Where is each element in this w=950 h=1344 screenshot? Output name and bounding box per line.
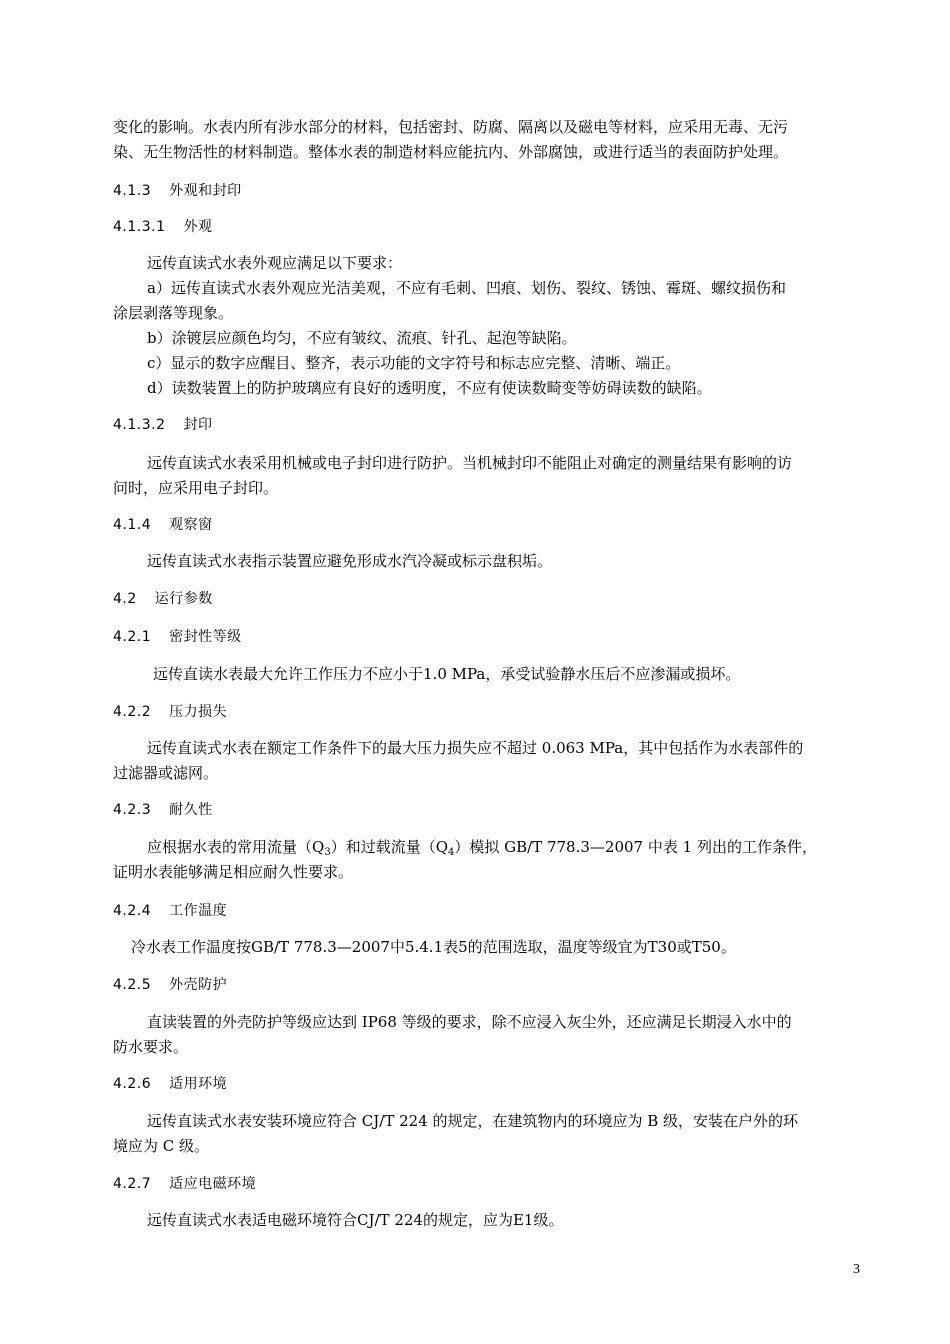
page-number: 3 [853, 1262, 860, 1277]
intro-paragraph [113, 115, 861, 165]
section-heading-4-2-4 [113, 900, 861, 922]
section-heading-4-2-3 [113, 799, 861, 821]
q3-subscript: 3 [324, 847, 331, 858]
environment-paragraph [113, 1109, 861, 1159]
section-title: 耐久性 [169, 802, 213, 818]
sealing-line-1: 远传直读水表最大允许工作压力不应小于1.0 MPa，承受试验静水压后不应渗漏或损坏。 [153, 665, 741, 683]
section-heading-4-2-7 [113, 1173, 861, 1195]
section-title: 密封性等级 [169, 629, 242, 645]
section-title: 适用环境 [169, 1076, 228, 1092]
requirement-d: d）读数装置上的防护玻璃应有良好的透明度，不应有使读数畸变等妨碍读数的缺陷。 [147, 379, 712, 397]
section-heading-4-1-3 [113, 180, 861, 202]
durability-line-2: 证明水表能够满足相应耐久性要求。 [113, 863, 354, 881]
sealing-paragraph [113, 662, 861, 687]
durability-text-part-3: ）模拟 GB/T 778.3—2007 中表 1 列出的工作条件， [454, 838, 817, 856]
enclosure-line-2: 防水要求。 [113, 1038, 189, 1056]
section-number: 4.2 [113, 591, 137, 607]
section-title: 运行参数 [154, 591, 213, 607]
section-title: 封印 [183, 417, 213, 433]
section-number: 4.2.4 [113, 903, 152, 919]
requirement-a-line-1: a）远传直读式水表外观应光洁美观，不应有毛刺、凹痕、划伤、裂纹、锈蚀、霉斑、螺纹损伤和 [147, 279, 786, 297]
window-line-1: 远传直读式水表指示装置应避免形成水汽冷凝或标示盘积垢。 [147, 552, 553, 570]
emc-line-1: 远传直读式水表适电磁环境符合CJ/T 224的规定，应为E1级。 [147, 1211, 564, 1229]
emc-paragraph [113, 1208, 861, 1233]
durability-line-1 [113, 835, 861, 860]
section-number: 4.2.6 [113, 1076, 152, 1092]
section-heading-4-2-5 [113, 974, 861, 996]
window-paragraph [113, 549, 861, 574]
section-number: 4.2.1 [113, 629, 152, 645]
section-number: 4.1.3.1 [113, 219, 166, 235]
temperature-paragraph [113, 935, 861, 960]
section-heading-4-2-2 [113, 701, 861, 723]
section-number: 4.1.4 [113, 517, 152, 533]
section-number: 4.2.5 [113, 977, 152, 993]
seal-line-1: 远传直读式水表采用机械或电子封印进行防护。当机械封印不能阻止对确定的测量结果有影响的访 [147, 454, 793, 472]
section-heading-4-1-4 [113, 514, 861, 536]
seal-paragraph [113, 451, 861, 501]
section-title: 适应电磁环境 [169, 1176, 257, 1192]
section-number: 4.2.2 [113, 704, 152, 720]
durability-text-part-2: ）和过载流量（Q [330, 838, 448, 856]
durability-paragraph [113, 835, 861, 885]
temperature-line-1: 冷水表工作温度按GB/T 778.3—2007中5.4.1表5的范围选取，温度等级宜为T30或T50。 [131, 938, 736, 956]
intro-line-1: 变化的影响。水表内所有涉水部分的材料，包括密封、防腐、隔离以及磁电等材料，应采用无毒、无污 [113, 118, 789, 136]
pressure-loss-line-1: 远传直读式水表在额定工作条件下的最大压力损失应不超过 0.063 MPa，其中包括作为水表部件的 [147, 739, 804, 757]
section-number: 4.2.7 [113, 1176, 152, 1192]
section-heading-4-2-1 [113, 626, 861, 648]
section-number: 4.1.3.2 [113, 417, 166, 433]
section-title: 观察窗 [169, 517, 213, 533]
section-number: 4.2.3 [113, 802, 152, 818]
section-title: 压力损失 [169, 704, 228, 720]
pressure-loss-paragraph [113, 736, 861, 786]
environment-line-2: 境应为 C 级。 [113, 1137, 210, 1155]
section-title: 外观和封印 [169, 183, 242, 199]
requirement-a-line-2: 涂层剥落等现象。 [113, 304, 234, 322]
intro-line-2: 染、无生物活性的材料制造。整体水表的制造材料应能抗内、外部腐蚀，或进行适当的表面防护处理。 [113, 143, 789, 161]
environment-line-1: 远传直读式水表安装环境应符合 CJ/T 224 的规定，在建筑物内的环境应为 B 级，安装在户外的环 [147, 1112, 799, 1130]
appearance-lead: 远传直读式水表外观应满足以下要求： [147, 254, 403, 272]
requirement-b: b）涂镀层应颜色均匀，不应有皱纹、流痕、针孔、起泡等缺陷。 [147, 329, 577, 347]
seal-line-2: 问时，应采用电子封印。 [113, 479, 279, 497]
section-heading-4-2 [113, 588, 861, 610]
appearance-requirements [113, 251, 861, 401]
durability-text-part-1: 应根据水表的常用流量（Q [147, 838, 325, 856]
section-title: 工作温度 [169, 903, 228, 919]
section-heading-4-1-3-1 [113, 216, 861, 238]
requirement-c: c）显示的数字应醒目、整齐，表示功能的文字符号和标志应完整、清晰、端正。 [147, 354, 681, 372]
q4-subscript: 4 [448, 847, 455, 858]
section-title: 外观 [183, 219, 213, 235]
section-number: 4.1.3 [113, 183, 152, 199]
section-title: 外壳防护 [169, 977, 228, 993]
enclosure-line-1: 直读装置的外壳防护等级应达到 IP68 等级的要求，除不应浸入灰尘外，还应满足长期浸入水中的 [147, 1013, 792, 1031]
pressure-loss-line-2: 过滤器或滤网。 [113, 764, 219, 782]
section-heading-4-1-3-2 [113, 414, 861, 436]
enclosure-paragraph [113, 1010, 861, 1060]
section-heading-4-2-6 [113, 1073, 861, 1095]
